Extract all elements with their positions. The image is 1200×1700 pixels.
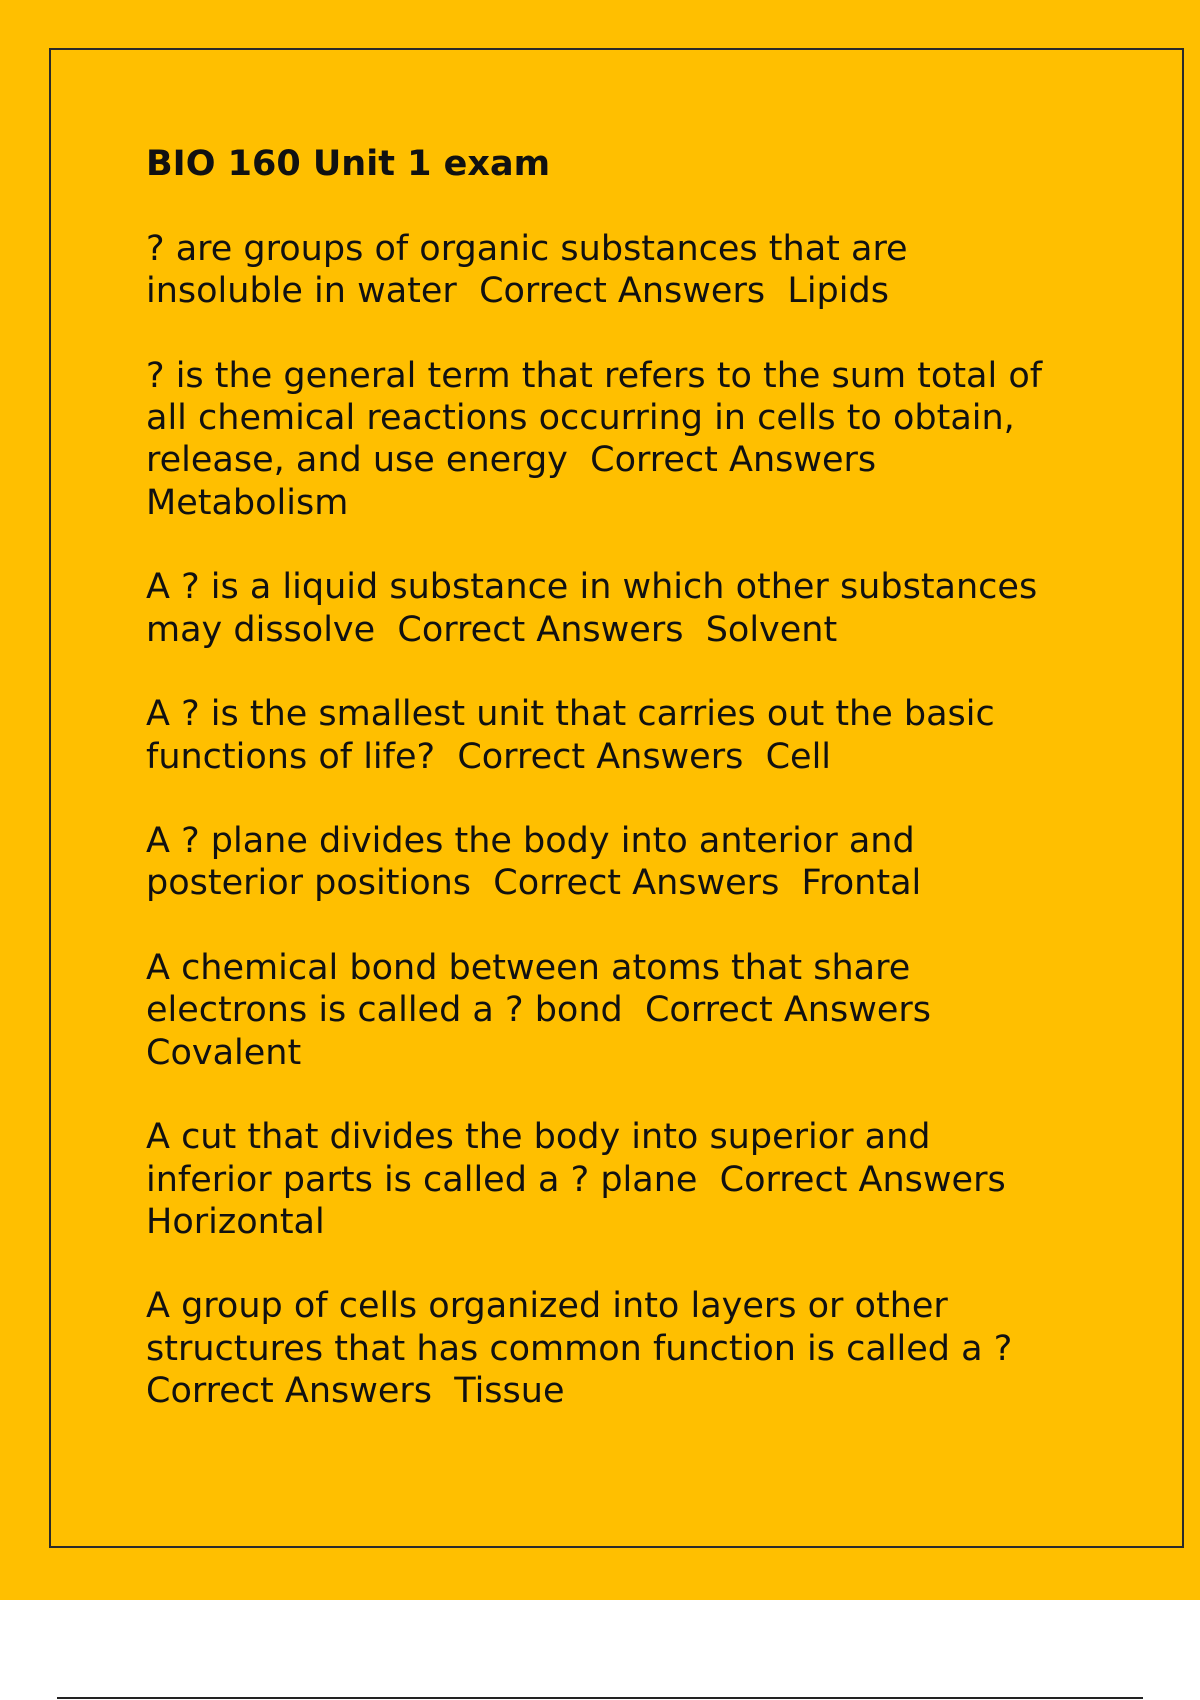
qa-list: [146, 228, 1106, 1455]
footer-divider: [57, 1697, 1143, 1699]
qa-item: [146, 693, 1106, 778]
qa-line: structures that has common function is called a ?: [146, 1328, 1013, 1369]
qa-line: A ? plane divides the body into anterior and: [146, 821, 915, 862]
qa-line: release, and use energy Correct Answers: [146, 440, 877, 481]
qa-line: Horizontal: [146, 1201, 325, 1242]
qa-item: [146, 566, 1106, 651]
qa-line: electrons is called a ? bond Correct Answers: [146, 990, 932, 1031]
qa-line: inferior parts is called a ? plane Correct Answers: [146, 1159, 1006, 1200]
qa-line: Covalent: [146, 1032, 302, 1073]
qa-item: [146, 1116, 1106, 1243]
qa-line: insoluble in water Correct Answers Lipids: [146, 271, 889, 312]
qa-item: [146, 820, 1106, 905]
qa-line: A ? is the smallest unit that carries out the basic: [146, 694, 995, 735]
qa-line: A cut that divides the body into superior and: [146, 1117, 931, 1158]
qa-line: A chemical bond between atoms that share: [146, 948, 911, 989]
qa-line: ? are groups of organic substances that are: [146, 229, 908, 269]
qa-line: ? is the general term that refers to the sum total of: [146, 355, 1043, 396]
qa-item: [146, 228, 1106, 313]
qa-item: [146, 355, 1106, 524]
qa-line: all chemical reactions occurring in cells to obtain,: [146, 398, 1015, 439]
document-title: BIO 160 Unit 1 exam: [146, 144, 551, 184]
qa-line: functions of life? Correct Answers Cell: [146, 736, 832, 777]
qa-item: [146, 1285, 1106, 1412]
qa-line: may dissolve Correct Answers Solvent: [146, 609, 838, 650]
qa-line: posterior positions Correct Answers Frontal: [146, 863, 922, 904]
qa-line: A ? is a liquid substance in which other substances: [146, 567, 1038, 608]
qa-line: A group of cells organized into layers or other: [146, 1286, 948, 1327]
qa-line: Metabolism: [146, 482, 349, 523]
qa-item: [146, 947, 1106, 1074]
qa-line: Correct Answers Tissue: [146, 1371, 565, 1412]
